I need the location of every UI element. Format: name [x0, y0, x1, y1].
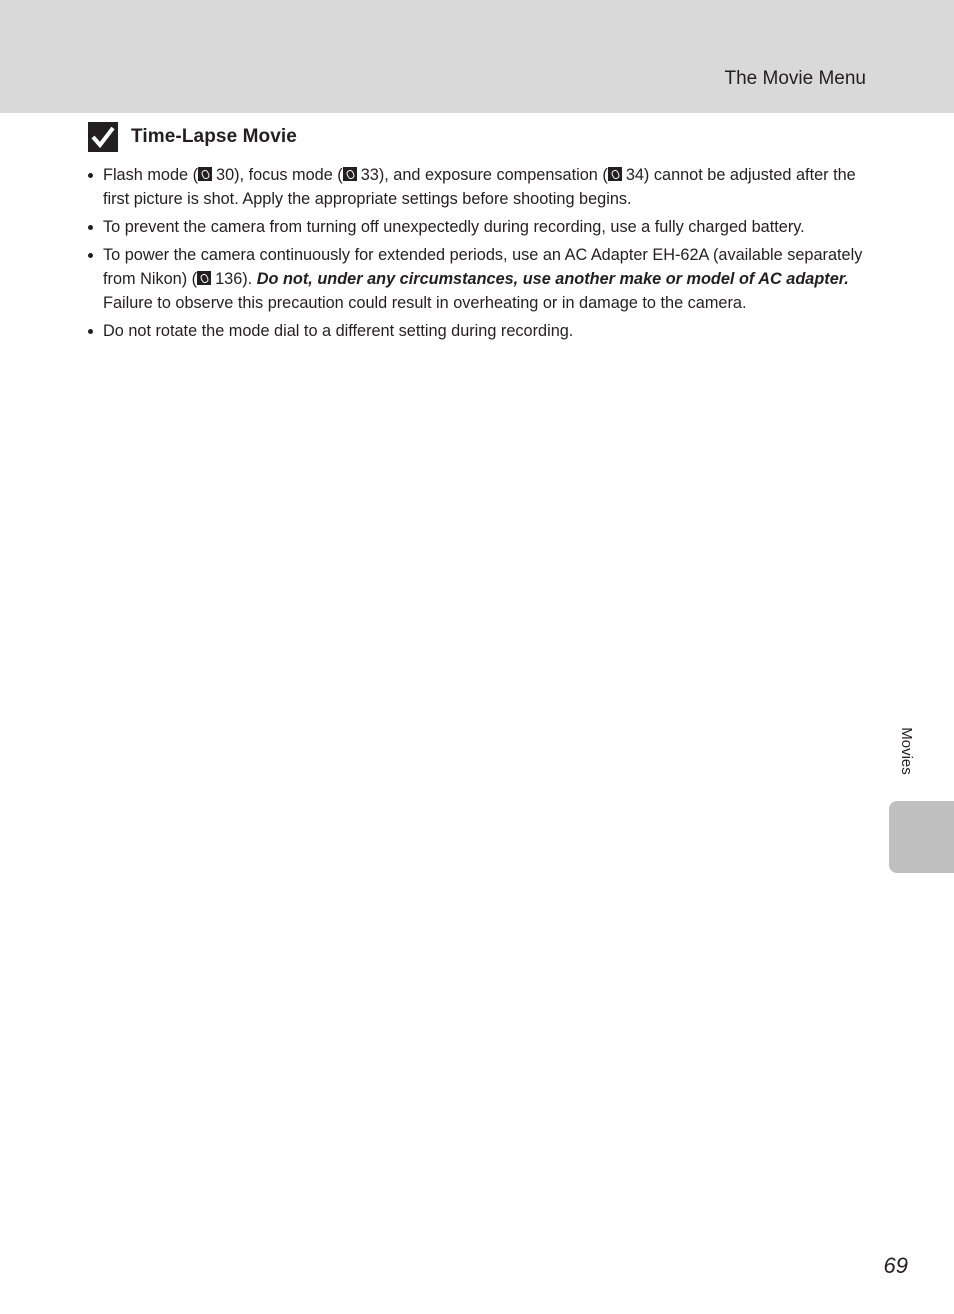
header-band — [0, 0, 954, 113]
page-reference-icon — [197, 271, 211, 285]
bullet-icon — [88, 173, 93, 178]
notes-list — [88, 163, 868, 343]
page-reference-icon — [343, 167, 357, 181]
page-reference-icon — [608, 167, 622, 181]
section-heading — [88, 121, 868, 153]
list-item: To prevent the camera from turning off unexpectedly during recording, use a fully charged battery. — [88, 215, 868, 239]
checkmark-icon — [88, 122, 118, 152]
chapter-tab — [889, 801, 954, 873]
bullet-icon — [88, 253, 93, 258]
page-header-title: The Movie Menu — [724, 68, 866, 89]
list-item: To power the camera continuously for extended periods, use an AC Adapter EH-62A (available separately from Nikon) ( 136). Do not, under any circumstances, use another make or model of AC adapter. Failure to observe this precaution could result in overheating or in damage to the camera. — [88, 243, 868, 315]
list-item: Do not rotate the mode dial to a different setting during recording. — [88, 319, 868, 343]
section-title: Time-Lapse Movie — [131, 126, 297, 147]
time-lapse-movie-section — [88, 121, 868, 347]
warning-emphasis: Do not, under any circumstances, use another make or model of AC adapter. — [256, 270, 849, 288]
page-reference-icon — [198, 167, 212, 181]
bullet-icon — [88, 225, 93, 230]
page-number: 69 — [883, 1253, 908, 1278]
chapter-side-label: Movies — [898, 727, 915, 775]
bullet-icon — [88, 329, 93, 334]
list-item: Flash mode ( 30), focus mode ( 33), and exposure compensation ( 34) cannot be adjusted after the first picture is shot. Apply the appropriate settings before shooting begins. — [88, 163, 868, 211]
